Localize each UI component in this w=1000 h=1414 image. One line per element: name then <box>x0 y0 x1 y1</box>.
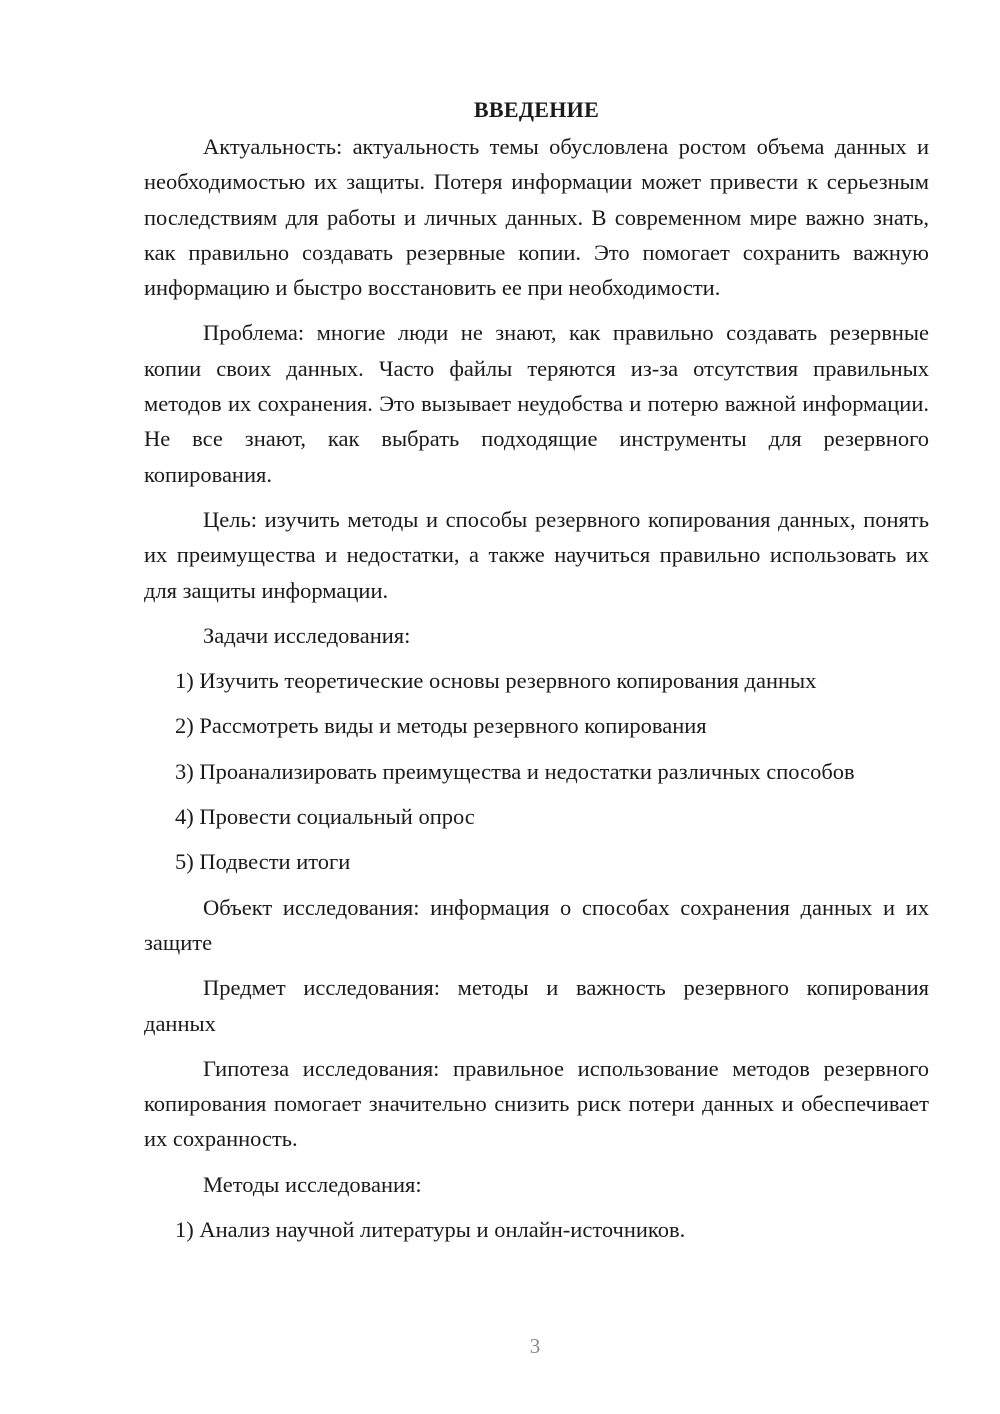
relevance-paragraph: Актуальность: актуальность темы обусловлена ростом объема данных и необходимостью их защиты. Потеря информации может привести к серьезным последствиям для работы и личных данных. В современном мире важно знать, как правильно создавать резервные копии. Это помогает сохранить важную информацию и быстро восстановить ее при необходимости. <box>144 134 929 301</box>
subject-paragraph: Предмет исследования: методы и важность резервного копирования данных <box>144 975 929 1036</box>
page-number: 3 <box>529 1334 541 1358</box>
task-item: 1) Изучить теоретические основы резервного копирования данных <box>175 668 817 694</box>
problem-paragraph: Проблема: многие люди не знают, как правильно создавать резервные копии своих данных. Часто файлы теряются из-за отсутствия правильных методов их сохранения. Это вызывает неудобства и потерю важной информации. Не все знают, как выбрать подходящие инструменты для резервного копирования. <box>144 320 929 487</box>
methods-heading: Методы исследования: <box>203 1171 422 1197</box>
task-item: 2) Рассмотреть виды и методы резервного копирования <box>175 713 707 739</box>
tasks-heading: Задачи исследования: <box>203 622 411 648</box>
document-page <box>144 92 929 1257</box>
task-item: 4) Провести социальный опрос <box>175 804 475 830</box>
task-item: 5) Подвести итоги <box>175 849 351 875</box>
page-title: ВВЕДЕНИЕ <box>473 97 600 122</box>
goal-paragraph: Цель: изучить методы и способы резервного копирования данных, понять их преимущества и недостатки, а также научиться правильно использовать их для защиты информации. <box>144 506 929 603</box>
task-item: 3) Проанализировать преимущества и недостатки различных способов <box>175 758 855 784</box>
object-paragraph: Объект исследования: информация о способах сохранения данных и их защите <box>144 894 929 955</box>
hypothesis-paragraph: Гипотеза исследования: правильное использование методов резервного копирования помогает значительно снизить риск потери данных и обеспечивает их сохранность. <box>144 1055 929 1152</box>
method-item: 1) Анализ научной литературы и онлайн-источников. <box>175 1217 686 1243</box>
